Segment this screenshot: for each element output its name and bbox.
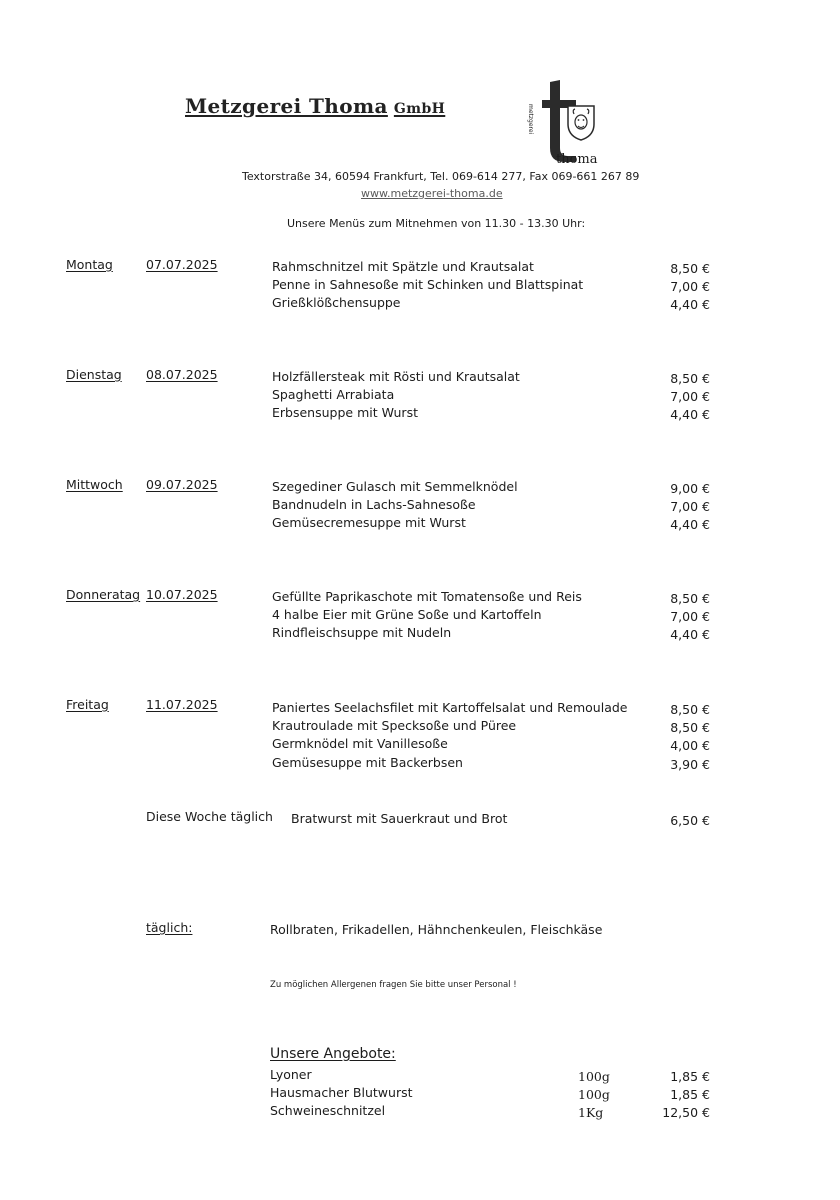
offer-unit: 100g bbox=[578, 1069, 610, 1084]
dish-name: 4 halbe Eier mit Grüne Soße und Kartoffeln bbox=[272, 607, 542, 622]
address-line: Textorstraße 34, 60594 Frankfurt, Tel. 069-614 277, Fax 069-661 267 89 bbox=[242, 170, 640, 183]
day-label: Mittwoch bbox=[66, 477, 123, 492]
company-name-text: Metzgerei Thoma bbox=[185, 94, 388, 118]
thoma-logo bbox=[526, 78, 606, 170]
daily-label: täglich: bbox=[146, 920, 193, 935]
day-date: 07.07.2025 bbox=[146, 257, 218, 272]
weekly-dish: Bratwurst mit Sauerkraut und Brot bbox=[291, 811, 508, 826]
dish-price: 4,40 € bbox=[670, 627, 710, 642]
dish-name: Gemüsecremesuppe mit Wurst bbox=[272, 515, 466, 530]
day-label: Dienstag bbox=[66, 367, 122, 382]
logo-text-vertical: metzgerei bbox=[527, 104, 534, 135]
day-date: 08.07.2025 bbox=[146, 367, 218, 382]
day-date: 10.07.2025 bbox=[146, 587, 218, 602]
menu-intro: Unsere Menüs zum Mitnehmen von 11.30 - 13.30 Uhr: bbox=[287, 217, 586, 230]
dish-price: 8,50 € bbox=[670, 591, 710, 606]
logo-text: thoma bbox=[556, 152, 598, 167]
weekly-label: Diese Woche täglich bbox=[146, 809, 273, 824]
offer-unit: 1Kg bbox=[578, 1105, 604, 1120]
dish-name: Erbsensuppe mit Wurst bbox=[272, 405, 418, 420]
dish-price: 4,40 € bbox=[670, 517, 710, 532]
dish-name: Rindfleischsuppe mit Nudeln bbox=[272, 625, 452, 640]
day-date: 09.07.2025 bbox=[146, 477, 218, 492]
dish-price: 7,00 € bbox=[670, 389, 710, 404]
offer-name: Hausmacher Blutwurst bbox=[270, 1085, 413, 1100]
dish-price: 4,00 € bbox=[670, 738, 710, 753]
company-name bbox=[185, 94, 445, 118]
offer-name: Lyoner bbox=[270, 1067, 312, 1082]
day-date: 11.07.2025 bbox=[146, 697, 218, 712]
dish-name: Bandnudeln in Lachs-Sahnesoße bbox=[272, 497, 476, 512]
website-link[interactable]: www.metzgerei-thoma.de bbox=[361, 187, 503, 200]
dish-name: Krautroulade mit Specksoße und Püree bbox=[272, 718, 517, 733]
dish-name: Rahmschnitzel mit Spätzle und Krautsalat bbox=[272, 259, 534, 274]
dish-name: Szegediner Gulasch mit Semmelknödel bbox=[272, 479, 518, 494]
daily-items: Rollbraten, Frikadellen, Hähnchenkeulen, Fleischkäse bbox=[270, 922, 603, 937]
dish-name: Gefüllte Paprikaschote mit Tomatensoße und Reis bbox=[272, 589, 582, 604]
dish-price: 8,50 € bbox=[670, 371, 710, 386]
day-label: Freitag bbox=[66, 697, 109, 712]
day-label: Donneratag bbox=[66, 587, 141, 602]
allergen-note: Zu möglichen Allergenen fragen Sie bitte unser Personal ! bbox=[270, 980, 517, 990]
dish-price: 8,50 € bbox=[670, 702, 710, 717]
dish-price: 7,00 € bbox=[670, 279, 710, 294]
day-label: Montag bbox=[66, 257, 113, 272]
dish-name: Gemüsesuppe mit Backerbsen bbox=[272, 755, 463, 770]
dish-price: 4,40 € bbox=[670, 407, 710, 422]
dish-price: 9,00 € bbox=[670, 481, 710, 496]
offer-price: 1,85 € bbox=[670, 1069, 710, 1084]
dish-name: Penne in Sahnesoße mit Schinken und Blattspinat bbox=[272, 277, 584, 292]
company-suffix: GmbH bbox=[393, 101, 446, 117]
dish-price: 8,50 € bbox=[670, 261, 710, 276]
dish-name: Holzfällersteak mit Rösti und Krautsalat bbox=[272, 369, 520, 384]
offer-unit: 100g bbox=[578, 1087, 610, 1102]
dish-name: Germknödel mit Vanillesoße bbox=[272, 736, 448, 751]
offer-name: Schweineschnitzel bbox=[270, 1103, 386, 1118]
offer-price: 1,85 € bbox=[670, 1087, 710, 1102]
dish-name: Paniertes Seelachsfilet mit Kartoffelsalat und Remoulade bbox=[272, 700, 628, 715]
dish-price: 7,00 € bbox=[670, 499, 710, 514]
offers-title: Unsere Angebote: bbox=[270, 1046, 396, 1062]
dish-price: 3,90 € bbox=[670, 757, 710, 772]
offer-price: 12,50 € bbox=[662, 1105, 710, 1120]
dish-price: 4,40 € bbox=[670, 297, 710, 312]
dish-price: 8,50 € bbox=[670, 720, 710, 735]
dish-price: 7,00 € bbox=[670, 609, 710, 624]
weekly-price: 6,50 € bbox=[670, 813, 710, 828]
dish-name: Spaghetti Arrabiata bbox=[272, 387, 395, 402]
dish-name: Grießklößchensuppe bbox=[272, 295, 401, 310]
